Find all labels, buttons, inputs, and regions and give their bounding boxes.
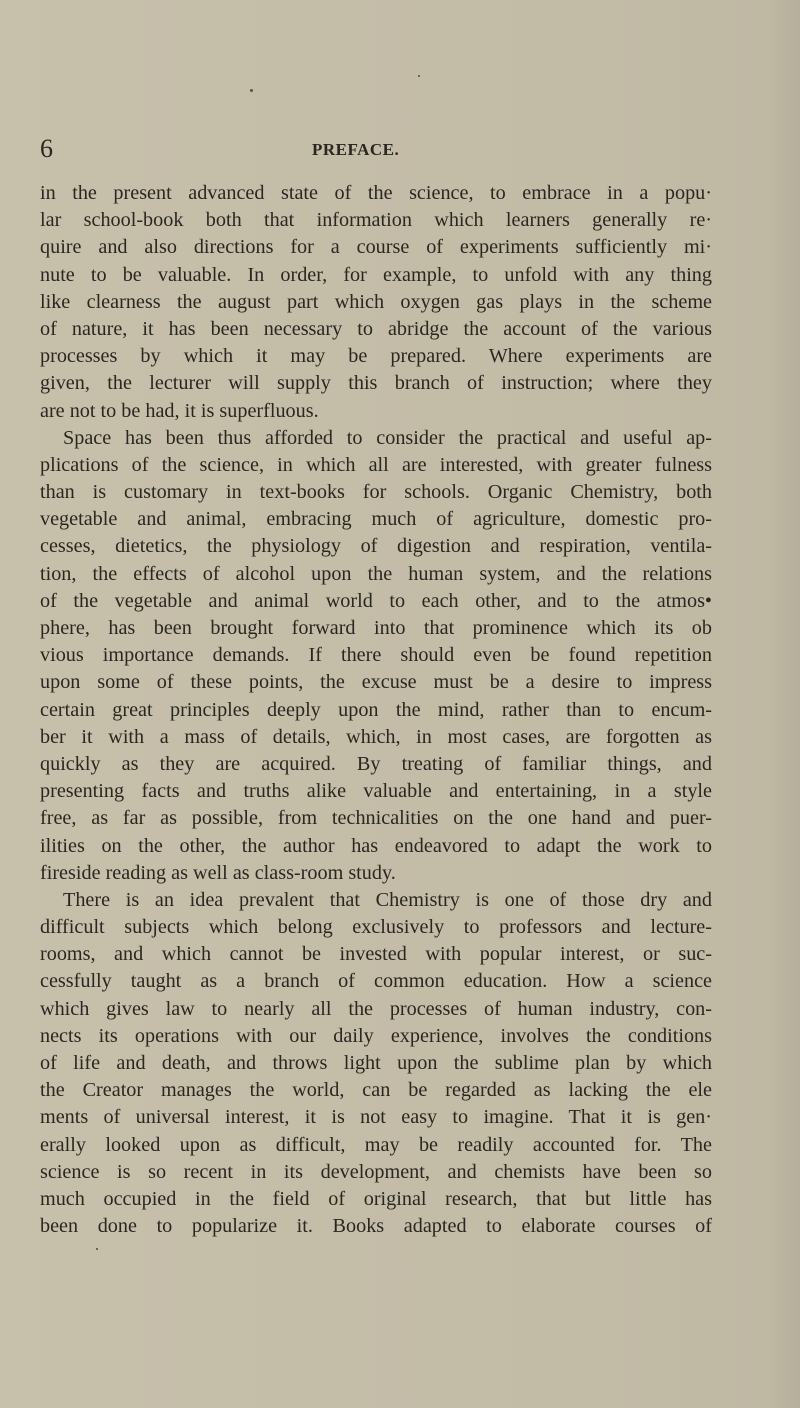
text-line: plications of the science, in which all are interested, with greater fulness	[40, 453, 712, 476]
text-line: lar school-book both that information which learners generally re·	[40, 209, 712, 232]
text-line: been done to popularize it. Books adapted to elaborate courses of	[40, 1215, 712, 1238]
paper-speck	[418, 75, 420, 77]
body-text	[40, 180, 712, 1240]
text-line: presenting facts and truths alike valuable and entertaining, in a style	[40, 780, 712, 803]
running-title: PREFACE.	[312, 140, 400, 159]
text-line: than is customary in text-books for schools. Organic Chemistry, both	[40, 481, 712, 504]
running-head	[40, 134, 700, 164]
text-line: phere, has been brought forward into that prominence which its ob	[40, 617, 712, 639]
text-line: vegetable and animal, embracing much of agriculture, domestic pro-	[40, 508, 712, 531]
text-line: nute to be valuable. In order, for example, to unfold with any thing	[40, 263, 712, 286]
text-line: like clearness the august part which oxygen gas plays in the scheme	[40, 290, 712, 313]
text-line: given, the lecturer will supply this branch of instruction; where they	[40, 372, 712, 395]
text-line: of the vegetable and animal world to each other, and to the atmos•	[40, 589, 712, 612]
text-line: of nature, it has been necessary to abridge the account of the various	[40, 317, 712, 340]
text-line: tion, the effects of alcohol upon the human system, and the relations	[40, 562, 712, 585]
text-line: nects its operations with our daily experience, involves the conditions	[40, 1024, 712, 1047]
text-line: cessfully taught as a branch of common education. How a science	[40, 970, 712, 993]
text-line: upon some of these points, the excuse must be a desire to impress	[40, 671, 712, 694]
text-line: of life and death, and throws light upon the sublime plan by which	[40, 1052, 712, 1074]
text-line: erally looked upon as difficult, may be readily accounted for. The	[40, 1133, 712, 1156]
text-line: are not to be had, it is superfluous.	[40, 399, 319, 422]
text-line: ilities on the other, the author has endeavored to adapt the work to	[40, 834, 712, 857]
paper-speck	[250, 89, 253, 92]
text-line: quickly as they are acquired. By treating of familiar things, and	[40, 752, 712, 775]
page-number: 6	[40, 134, 53, 163]
text-line: ments of universal interest, it is not easy to imagine. That it is gen·	[40, 1106, 712, 1129]
text-line: which gives law to nearly all the processes of human industry, con-	[40, 997, 712, 1020]
text-line: in the present advanced state of the science, to embrace in a popu·	[40, 182, 712, 204]
text-line: much occupied in the field of original research, that but little has	[40, 1187, 712, 1210]
text-line: the Creator manages the world, can be regarded as lacking the ele	[40, 1079, 712, 1102]
text-line: fireside reading as well as class-room study.	[40, 861, 396, 884]
text-line: cesses, dietetics, the physiology of digestion and respiration, ventila-	[40, 535, 712, 558]
text-line: certain great principles deeply upon the mind, rather than to encum-	[40, 698, 712, 721]
text-line: rooms, and which cannot be invested with popular interest, or suc-	[40, 943, 712, 966]
paper-speck	[96, 1248, 98, 1250]
text-line: vious importance demands. If there should even be found repetition	[40, 644, 712, 667]
text-line: quire and also directions for a course of experiments sufficiently mi·	[40, 236, 712, 259]
text-line: ber it with a mass of details, which, in most cases, are forgotten as	[40, 725, 712, 748]
paragraph-start-line: Space has been thus afforded to consider the practical and useful ap-	[63, 426, 712, 449]
text-line: science is so recent in its development, and chemists have been so	[40, 1160, 712, 1183]
text-line: free, as far as possible, from technicalities on the one hand and puer-	[40, 807, 712, 830]
text-line: difficult subjects which belong exclusively to professors and lecture-	[40, 916, 712, 939]
paragraph-start-line: There is an idea prevalent that Chemistry is one of those dry and	[63, 888, 712, 911]
text-line: processes by which it may be prepared. Where experiments are	[40, 345, 712, 368]
